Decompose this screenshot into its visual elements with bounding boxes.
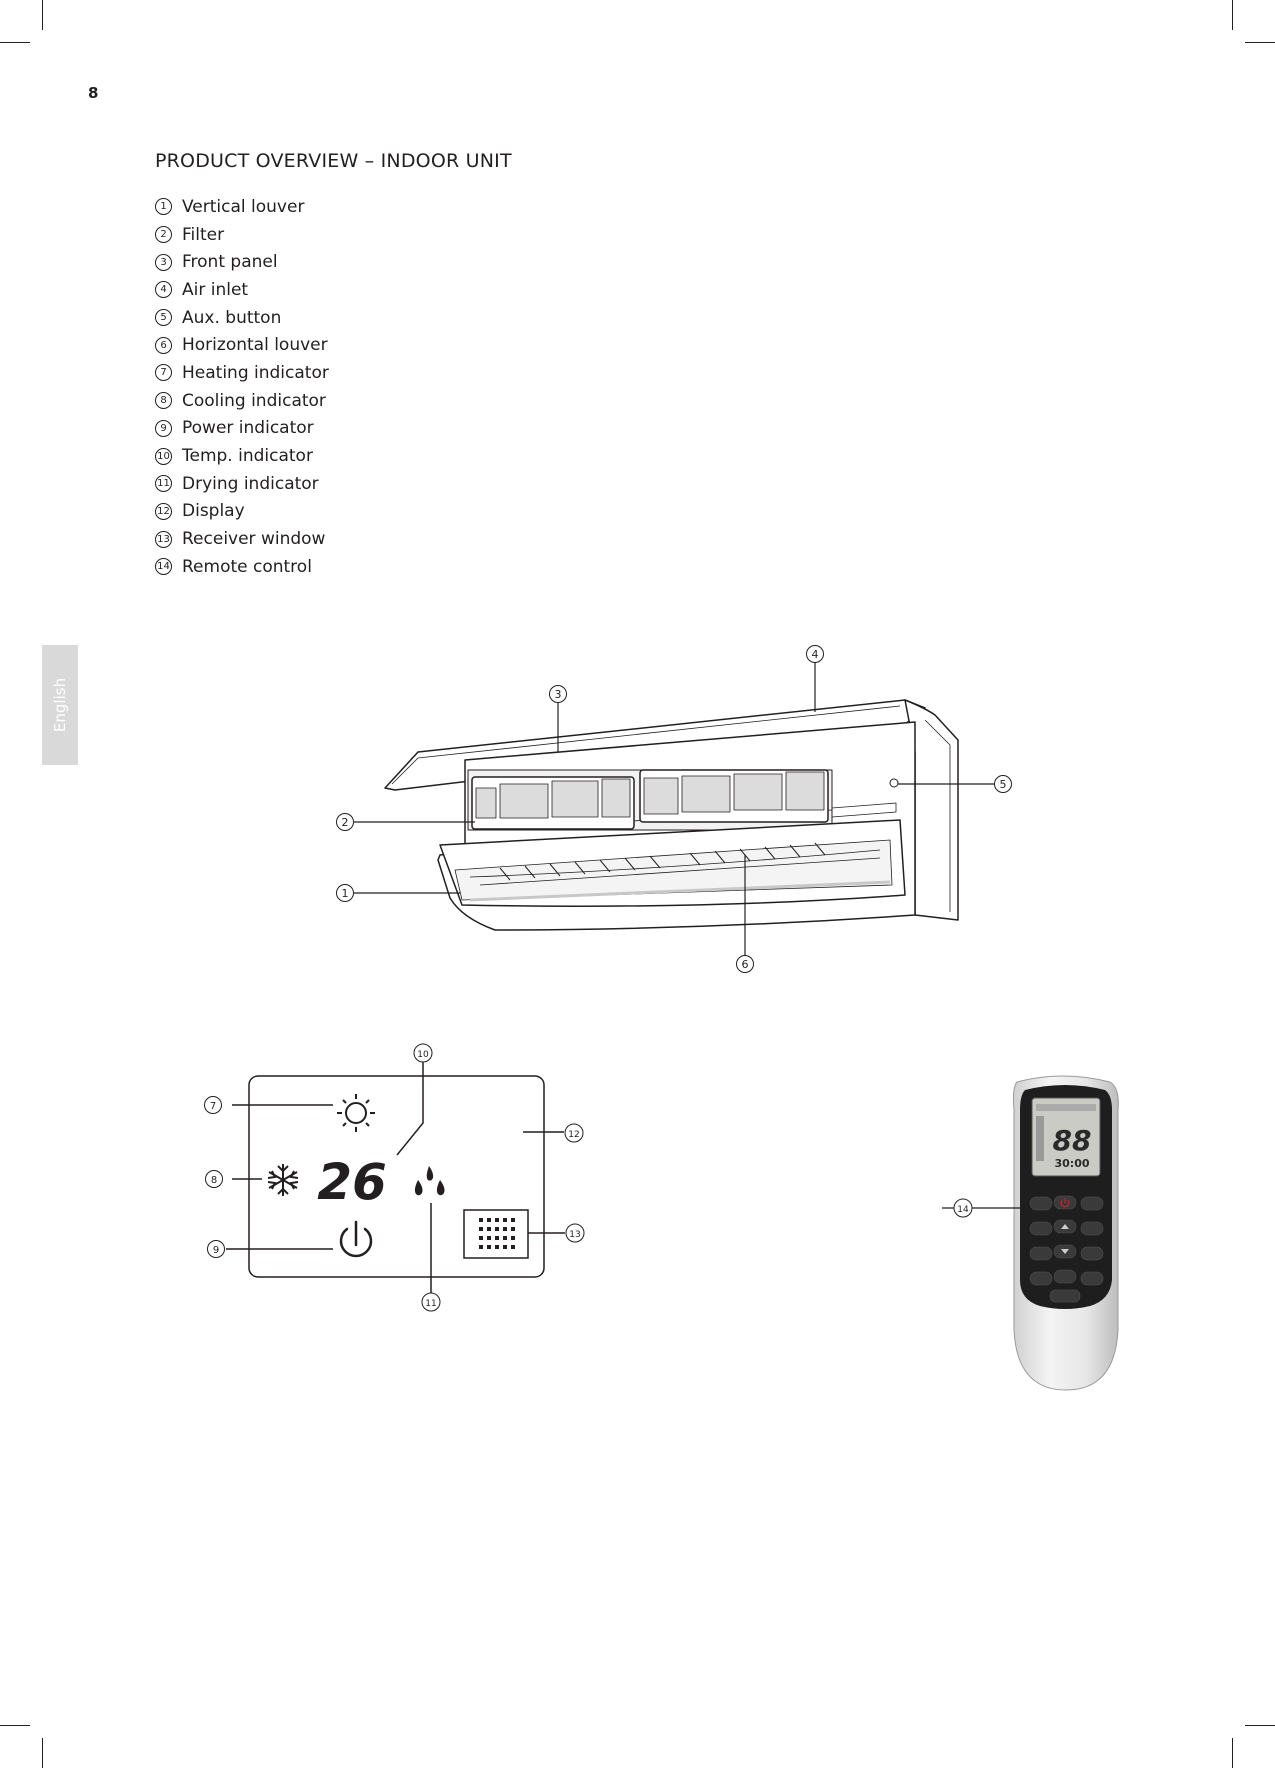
- callout-1-text: 1: [341, 887, 349, 900]
- callout-9-text: 9: [212, 1245, 220, 1256]
- callout-4-text: 4: [811, 648, 819, 661]
- legend-number: 7: [155, 364, 172, 381]
- callout-11-text: 11: [425, 1299, 437, 1309]
- callout-10-text: 10: [417, 1050, 429, 1060]
- legend-number: 2: [155, 226, 172, 243]
- legend-label: Drying indicator: [182, 473, 319, 494]
- legend-label: Display: [182, 501, 245, 522]
- remote-button[interactable]: [1054, 1270, 1076, 1283]
- callout-2-text: 2: [341, 816, 349, 829]
- callout-12-text: 12: [568, 1130, 580, 1140]
- legend-label: Filter: [182, 224, 225, 245]
- legend-number: 14: [155, 558, 172, 575]
- language-side-tab-label: English: [51, 677, 69, 733]
- callout-14: [954, 1199, 972, 1217]
- legend-number: 5: [155, 309, 172, 326]
- callout-7-text: 7: [209, 1101, 217, 1112]
- legend-number: 4: [155, 281, 172, 298]
- remote-button[interactable]: [1030, 1272, 1052, 1285]
- remote-lcd-time: 30:00: [1054, 1157, 1090, 1170]
- remote-button[interactable]: [1081, 1222, 1103, 1235]
- legend-number: 9: [155, 420, 172, 437]
- legend-number: 13: [155, 531, 172, 548]
- legend-number: 6: [155, 337, 172, 354]
- legend-label: Temp. indicator: [182, 446, 313, 467]
- remote-button[interactable]: [1030, 1222, 1052, 1235]
- remote-button[interactable]: [1030, 1247, 1052, 1260]
- remote-button[interactable]: [1081, 1197, 1103, 1210]
- remote-button[interactable]: [1081, 1247, 1103, 1260]
- page-title: PRODUCT OVERVIEW – INDOOR UNIT: [155, 150, 512, 172]
- legend-label: Heating indicator: [182, 362, 329, 383]
- remote-button[interactable]: [1050, 1290, 1080, 1302]
- legend-label: Horizontal louver: [182, 335, 328, 356]
- legend-label: Receiver window: [182, 529, 326, 550]
- callout-5-text: 5: [999, 778, 1007, 791]
- legend-label: Remote control: [182, 556, 312, 577]
- legend-label: Cooling indicator: [182, 390, 326, 411]
- legend-number: 11: [155, 475, 172, 492]
- temperature-digits: 26: [317, 1153, 387, 1211]
- legend-label: Vertical louver: [182, 196, 305, 217]
- callout-3-text: 3: [554, 688, 562, 701]
- legend-label: Power indicator: [182, 418, 314, 439]
- legend-number: 12: [155, 503, 172, 520]
- remote-button[interactable]: [1030, 1197, 1052, 1210]
- remote-button[interactable]: [1081, 1272, 1103, 1285]
- legend-label: Air inlet: [182, 279, 249, 300]
- callout-13-text: 13: [569, 1230, 581, 1240]
- remote-lcd-digits: 88: [1052, 1124, 1092, 1157]
- legend-number: 10: [155, 448, 172, 465]
- callout-8-text: 8: [210, 1175, 218, 1186]
- callout-14-text: 14: [957, 1205, 969, 1215]
- legend-number: 1: [155, 198, 172, 215]
- callout-6-text: 6: [741, 958, 749, 971]
- legend-label: Front panel: [182, 252, 278, 273]
- page-number: 8: [88, 84, 99, 102]
- legend-number: 8: [155, 392, 172, 409]
- legend-label: Aux. button: [182, 307, 282, 328]
- legend-number: 3: [155, 254, 172, 271]
